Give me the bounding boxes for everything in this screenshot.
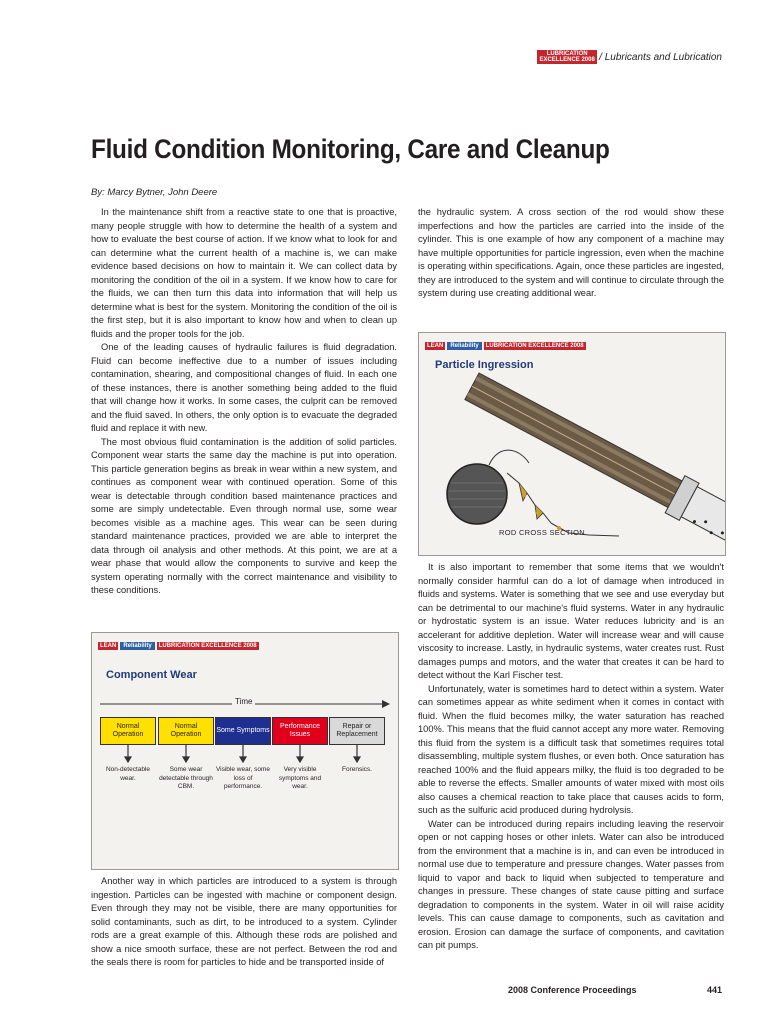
- stage-normal-operation-2: Normal Operation: [158, 717, 214, 745]
- stage-description: Non-detectable wear.: [105, 766, 151, 782]
- section-label: / Lubricants and Lubrication: [599, 51, 722, 63]
- paragraph: the hydraulic system. A cross section of the rod would show these imperfections and how the particles are carried into the inside of the cylinder. This is one example of how any component of a machine may have multiple opportunities for particle ingression, even when the machine is operating within specifications. Again, once these particles are ingested, they are introduced to the system and will continue to circulate through the system during use creating additional wear.: [418, 207, 724, 298]
- column-2-lower-text: [418, 561, 724, 953]
- column-1-text: [91, 206, 397, 598]
- figure-banner: LEAN Reliability LUBRICATION EXCELLENCE 2008: [100, 643, 257, 649]
- paragraph: One of the leading causes of hydraulic failures is fluid degradation. Fluid can become ineffective due to a number of issues including contamination, shearing, and compositional changes of fluid. In each one of these instances, there is another something being added to the fluid that will change how it works. In some cases, the culprit can be removed and the fluid saved. In others, the only option is to evacuate the degraded fluid and replace it with new.: [91, 342, 397, 433]
- paragraph: The most obvious fluid contamination is the addition of solid particles. Component wear starts the same day the machine is put into operation. This particle generation begins as break in wear within a new system, and continues as component wear with continued operation. Some of this wear is detectable through condition based maintenance practices and some are simply undetectable. Even through normal use, some wear becomes visible as a machine ages. This wear can be seen during standard maintenance practices, provided we are able to interpret the data through oil analysis and other methods. At this point, we are at a wear phase that would allow the components to survive and keep the system operating normally with the correct maintenance and visibility to these conditions.: [91, 436, 397, 595]
- byline: By: Marcy Bytner, John Deere: [91, 187, 218, 198]
- stage-some-symptoms: Some Symptoms: [215, 717, 271, 745]
- paragraph: In the maintenance shift from a reactive state to one that is proactive, many people struggle with how to determine the health of a system and how to evaluate the best course of action. If we know what to look for and can determine what the current health of a machine is, we can make evidence based decisions on how to maintain it. We can collect data by monitoring the condition of the oil in a system. If we know how to care for the fluids, we can then turn this data into information that will help us determine what is best for the system. Monitoring the condition of the oil is the first step, but it is also important to know how and when to clean up fluids and the proper tools for the job.: [91, 207, 397, 339]
- paragraph: Unfortunately, water is sometimes hard to detect within a system. Water can sometimes appear as white sediment when it comes in contact with fluid. When the fluid becomes milky, the water saturation has reached 100%. This means that the fluid cannot accept any more water. Removing this fluid from the system is a difficult task that sometimes requires total disassembling, multiple system flushes, or even both. Once saturation has reached 100% and the fluid appears milky, the fluid is too degraded to be able to reverse the effects. Smaller amounts of water mixed with most oils also causes a chemical reaction to take place that causes acids to form, such as the sulfuric acid produced during hydrolysis.: [418, 683, 724, 815]
- article-title: Fluid Condition Monitoring, Care and Cleanup: [91, 134, 610, 164]
- running-header: [537, 50, 722, 64]
- figure-banner: LEAN Reliability LUBRICATION EXCELLENCE 2008: [427, 343, 584, 349]
- stage-repair-replacement: Repair or Replacement: [329, 717, 385, 745]
- stage-normal-operation-1: Normal Operation: [100, 717, 156, 745]
- stage-description: Forensics.: [342, 766, 372, 773]
- paragraph: Water can be introduced during repairs including leaving the reservoir open or not capping hoses or other inlets. Water can also be introduced from the environment that a machine is in, and can even be introduced in normal use due to temperature and pressure changes. Water passes from liquid to vapor and back to liquid when subjected to temperature and changes in pressure. These changes of state cause pitting and surface degradation to components in the system. Water in oil will raise acidity levels. This can cause damage to components, such as cavitation and erosion. Erosion can damage the surface of components, and cavitation can pit pumps.: [418, 818, 724, 950]
- stage-performance-issues: Performance Issues: [272, 717, 328, 745]
- column-1-lower-text: [91, 875, 397, 970]
- particle-ingression-figure: [418, 332, 726, 556]
- figure-title: Particle Ingression: [435, 359, 534, 371]
- stage-description: Some wear detectable through CBM.: [159, 766, 213, 790]
- component-wear-figure: [91, 632, 399, 870]
- figure-caption: ROD CROSS SECTION: [499, 528, 585, 537]
- cylinder-illustration: [419, 333, 725, 555]
- stage-description: Very visible symptoms and wear.: [278, 766, 322, 790]
- column-2-text: [418, 206, 724, 301]
- figure-title: Component Wear: [106, 669, 197, 681]
- paragraph: It is also important to remember that some items that we wouldn't normally consider harmful can do a lot of damage when introduced in fluids and systems. Water is something that we see and use everyday but can be detrimental to our machine's fluid systems. Water in any hydraulic or hydrostatic system is an issue. Water reduces lubricity and is an accelerant for additive depletion. Water will increase wear and will cause viscosity to increase. Lastly, in hydraulic systems, water creates rust. Rust damages pumps and motors, and the water that creates it can be hard to detect without the Karl Fischer test.: [418, 562, 724, 680]
- footer-proceedings: 2008 Conference Proceedings: [508, 985, 637, 995]
- time-label: Time: [232, 697, 255, 706]
- stage-description: Visible wear, some loss of performance.: [215, 766, 271, 790]
- time-arrow: [92, 633, 398, 869]
- conference-logo: LUBRICATION EXCELLENCE 2008: [537, 50, 597, 64]
- paragraph: Another way in which particles are introduced to a system is through ingestion. Particles can be ingested with machine or component design. Even through they may not be visible, there are many opportunities for solid contaminants, such as dirt, to be introduced to a system. Cylinder rods are a great example of this. Although these rods are polished and show a nice smooth surface, these are not perfect. Between the rod and the seals there is room for particles to hide and be transported inside of: [91, 876, 397, 967]
- page-number: 441: [707, 985, 723, 995]
